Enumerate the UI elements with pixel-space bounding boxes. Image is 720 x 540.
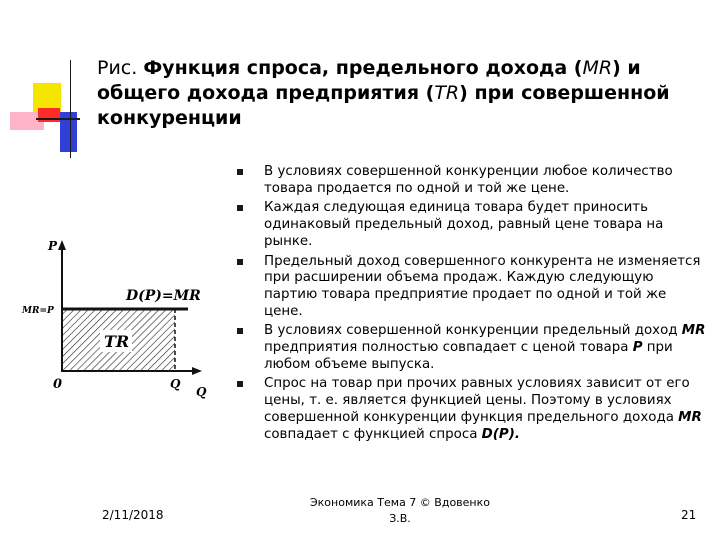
mr-p-label: MR=P [22,306,54,316]
bullet-square-icon [237,381,243,387]
footer-author: Экономика Тема 7 © Вдовенко З.В. [309,496,491,525]
origin-label: 0 [53,377,63,392]
decor-vertical-line [70,60,71,158]
slide-title: Рис. Функция спроса, предельного дохода (MR) и общего дохода предприятия (TR) при совершенной конкуренции [97,57,670,129]
bullet-square-icon [237,259,243,265]
list-item: Предельный доход совершенного конкурента не изменяется при расширении объема продаж. Каждую следующую партию товара предприятие продает по одной и той же цене. [236,254,706,321]
p-axis-label: P [48,239,58,253]
page-number: 21 [681,508,697,522]
x-axis-arrow-icon [192,367,202,375]
bullet-square-icon [237,328,243,334]
list-item: В условиях совершенной конкуренции предельный доход MR предприятия полностью совпадает с ценой товара P при любом объеме выпуска. [236,323,706,373]
list-item: Спрос на товар при прочих равных условиях зависит от его цены, т. е. является функцией цены. Поэтому в условиях совершенной конкуренции функция предельного дохода MR совпадает с функцией спроса D(P). [236,376,706,443]
decor-horizontal-line [36,118,80,120]
list-item: Каждая следующая единица товара будет приносить одинаковый предельный доход, равный цене товара на рынке. [236,200,706,250]
y-axis-arrow-icon [58,240,66,250]
demand-mr-label: D(P)=MR [126,288,201,304]
bullet-square-icon [237,205,243,211]
list-item: В условиях совершенной конкуренции любое количество товара продается по одной и той же цене. [236,164,706,197]
tr-label: TR [104,332,130,351]
bullet-square-icon [237,169,243,175]
bullet-list [236,164,706,443]
demand-mr-graph [20,236,220,416]
footer-date: 2/11/2018 [102,508,164,522]
q-axis-label: Q [196,385,207,399]
q-point-label: Q [170,377,181,391]
